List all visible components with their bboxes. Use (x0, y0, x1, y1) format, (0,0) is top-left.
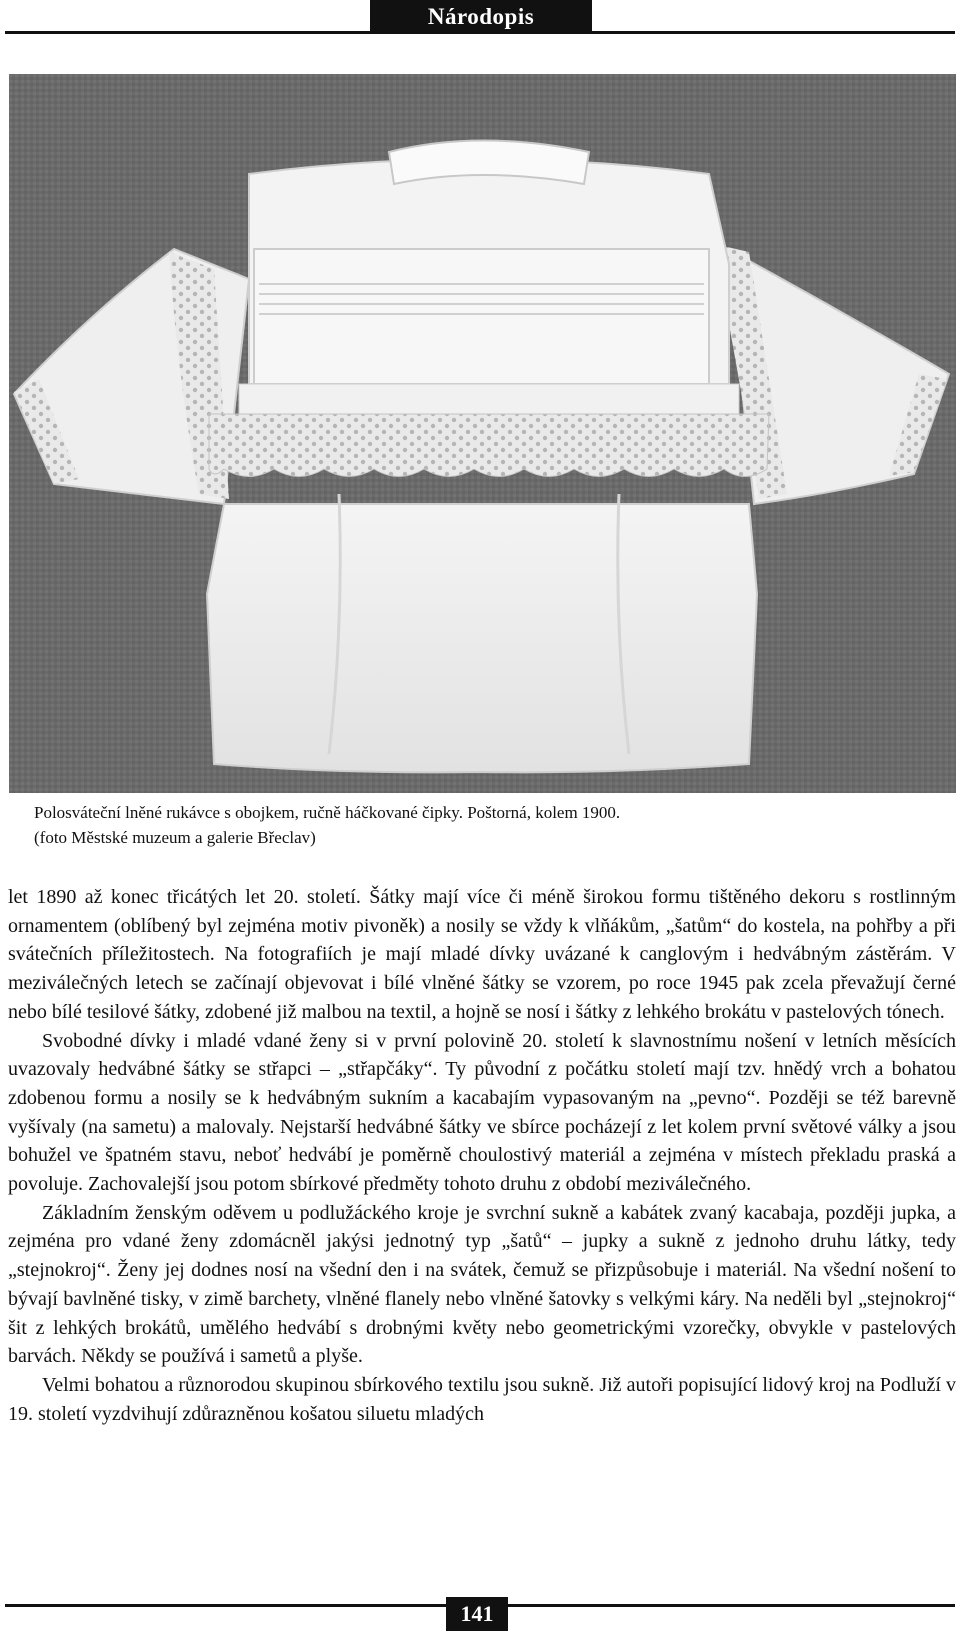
article-body (8, 883, 956, 1428)
figure-caption (34, 800, 894, 850)
caption-credit: (foto Městské muzeum a galerie Břeclav) (34, 828, 316, 847)
page-number: 141 (446, 1597, 508, 1631)
section-title: Národopis (370, 0, 592, 32)
caption-line: Polosváteční lněné rukávce s obojkem, ručně háčkované čipky. Poštorná, kolem 1900. (34, 803, 621, 822)
blouse-photo (9, 74, 956, 793)
blouse-illustration (9, 74, 956, 793)
article-paragraph: Svobodné dívky i mladé vdané ženy si v první polovině 20. století k slavnostnímu nošení v letních měsících uvazovaly hedvábné šátky se střapci – „střapčáky“. Ty původní z počátku století mají tzv. hnědý vrch a bohatou zdobenou formu a nosily se k hedvábným sukním a kacabajím vypasovaným na „pevno“. Později se též barevně vyšívaly (na sametu) a malovaly. Nejstarší hedvábné šátky ve sbírce pocházejí z let kolem první světové války a jsou bohužel ve špatném stavu, neboť hedvábí je poměrně choulostivý materiál a zejména v místech překladu praská a povoluje. Zachovalejší jsou potom sbírkové předměty tohoto druhu z období meziválečného. (8, 1029, 956, 1196)
article-paragraph: Základním ženským oděvem u podlužáckého kroje je svrchní sukně a kabátek zvaný kacabaja, později jupka, a zejména pro vdané ženy zdomácněl jakýsi jednotný typ „šatů“ – jupky a sukně z jednoho druhu látky, tedy „stejnokroj“. Ženy jej dodnes nosí na všední den i na svátek, čemuž se přizpůsobuje i materiál. Na všední nošení to bývají bavlněné tisky, v zimě barchety, vlněné flanely nebo vlněné šatovky s velkými káry. Na neděli byl „stejnokroj“ šit z lehkých brokátů, umělého hedvábí s drobnými květy nebo geometrickými vzorečky, obvykle v pastelových barvách. Někdy se používá i sametů a plyše. (8, 1201, 956, 1368)
article-paragraph: Velmi bohatou a různorodou skupinou sbírkového textilu jsou sukně. Již autoři popisující lidový kroj na Podluží v 19. století vyzdvihují zdůrazněnou košatou siluetu mladých (8, 1373, 956, 1425)
article-paragraph: let 1890 až konec třicátých let 20. století. Šátky mají více či méně širokou formu tištěného dekoru s rostlinným ornamentem (oblíbený byl zejména motiv pivoněk) a nosily se vždy k vlňákům, „šatům“ do kostela, na pohřby a při svátečních příležitostech. Na fotografiích je mají mladé dívky uvázané k canglovým i hedvábným zástěrám. V meziválečných letech se začínají objevovat i bílé vlněné šátky se vzorem, po roce 1945 pak zcela převažují černé nebo bílé tesilové šátky, zdobené již malbou na textil, a hojně se nosí i šátky z lehkého brokátu v pastelových tónech. (8, 886, 956, 1023)
